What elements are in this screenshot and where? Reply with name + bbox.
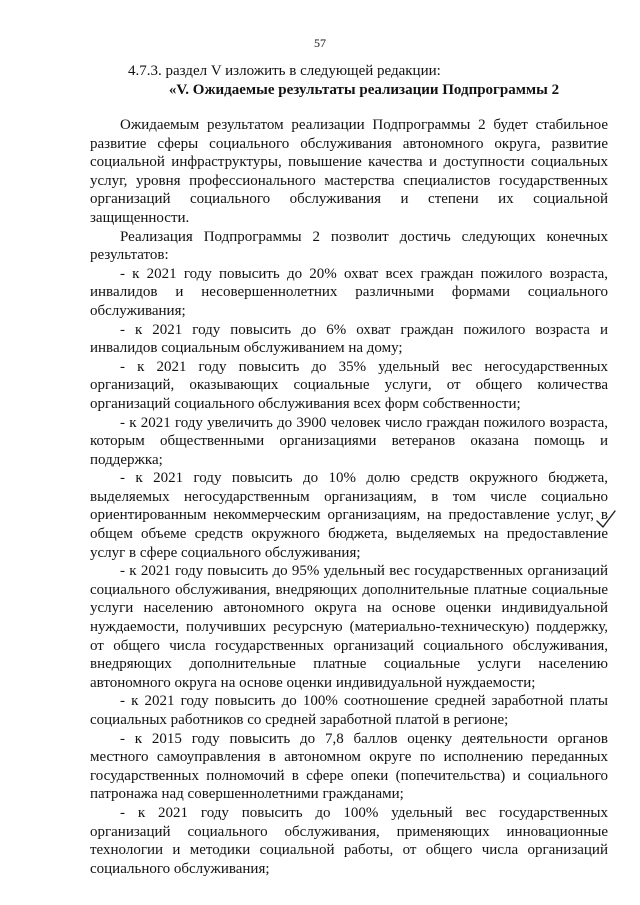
list-item: - к 2021 году повысить до 20% охват всех граждан пожилого возраста, инвалидов и несовершеннолетних различными формами социального обслуживания;: [90, 265, 608, 319]
list-item: - к 2015 году повысить до 7,8 баллов оценку деятельности органов местного самоуправления в автономном округе по исполнению переданных государственных полномочий в сфере опеки (попечительства) и социального патронажа над совершеннолетними гражданами;: [90, 730, 608, 803]
list-item: - к 2021 году повысить до 35% удельный вес негосударственных организаций, оказывающих социальные услуги, от общего количества организаций социального обслуживания всех форм собственности;: [90, 358, 608, 412]
list-item: - к 2021 году повысить до 100% соотношение средней заработной платы социальных работников со средней заработной платой в регионе;: [90, 693, 608, 728]
paragraph-implementation: Реализация Подпрограммы 2 позволит достичь следующих конечных результатов:: [90, 228, 608, 264]
section-title: «V. Ожидаемые результаты реализации Подпрограммы 2: [168, 82, 560, 98]
section-intro: 4.7.3. раздел V изложить в следующей редакции:: [128, 63, 441, 79]
page-number: 57: [314, 36, 326, 50]
list-item: - к 2021 году увеличить до 3900 человек число граждан пожилого возраста, которым общественными организациями ветеранов оказана помощь и поддержка;: [90, 414, 608, 468]
paragraph-results: Ожидаемым результатом реализации Подпрограммы 2 будет стабильное развитие сферы социального обслуживания автономного округа, развитие социальной инфраструктуры, повышение качества и доступности социальных услуг, уровня профессионального мастерства специалистов государственных организаций социального обслуживания и степени их социальной защищенности.: [90, 117, 608, 226]
list-item: - к 2021 году повысить до 100% удельный вес государственных организаций социального обслуживания, применяющих инновационные технологии и методики социальной работы, от общего числа организаций социального обслуживания;: [90, 804, 608, 877]
document-body: [90, 62, 608, 878]
list-item: - к 2021 году повысить до 10% долю средств окружного бюджета, выделяемых негосударственным организациям, в том числе социально ориентированным некоммерческим организациям, на предоставление услуг, в общем объеме средств окружного бюджета, выделяемых на предоставление услуг в сфере социального обслуживания;: [90, 470, 608, 561]
list-item: - к 2021 году повысить до 95% удельный вес государственных организаций социального обслуживания, внедряющих дополнительные платные социальные услуги населению автономного округа на основе оценки индивидуальной нуждаемости, получивших ресурсную (материально-техническую) поддержку, от общего числа государственных организаций социального обслуживания, внедряющих дополнительные платные социальные услуги населению автономного округа на основе оценки индивидуальной нуждаемости;: [90, 563, 608, 691]
list-item: - к 2021 году повысить до 6% охват граждан пожилого возраста и инвалидов социальным обслуживанием на дому;: [90, 321, 608, 357]
handwritten-checkmark-icon: [594, 508, 618, 530]
